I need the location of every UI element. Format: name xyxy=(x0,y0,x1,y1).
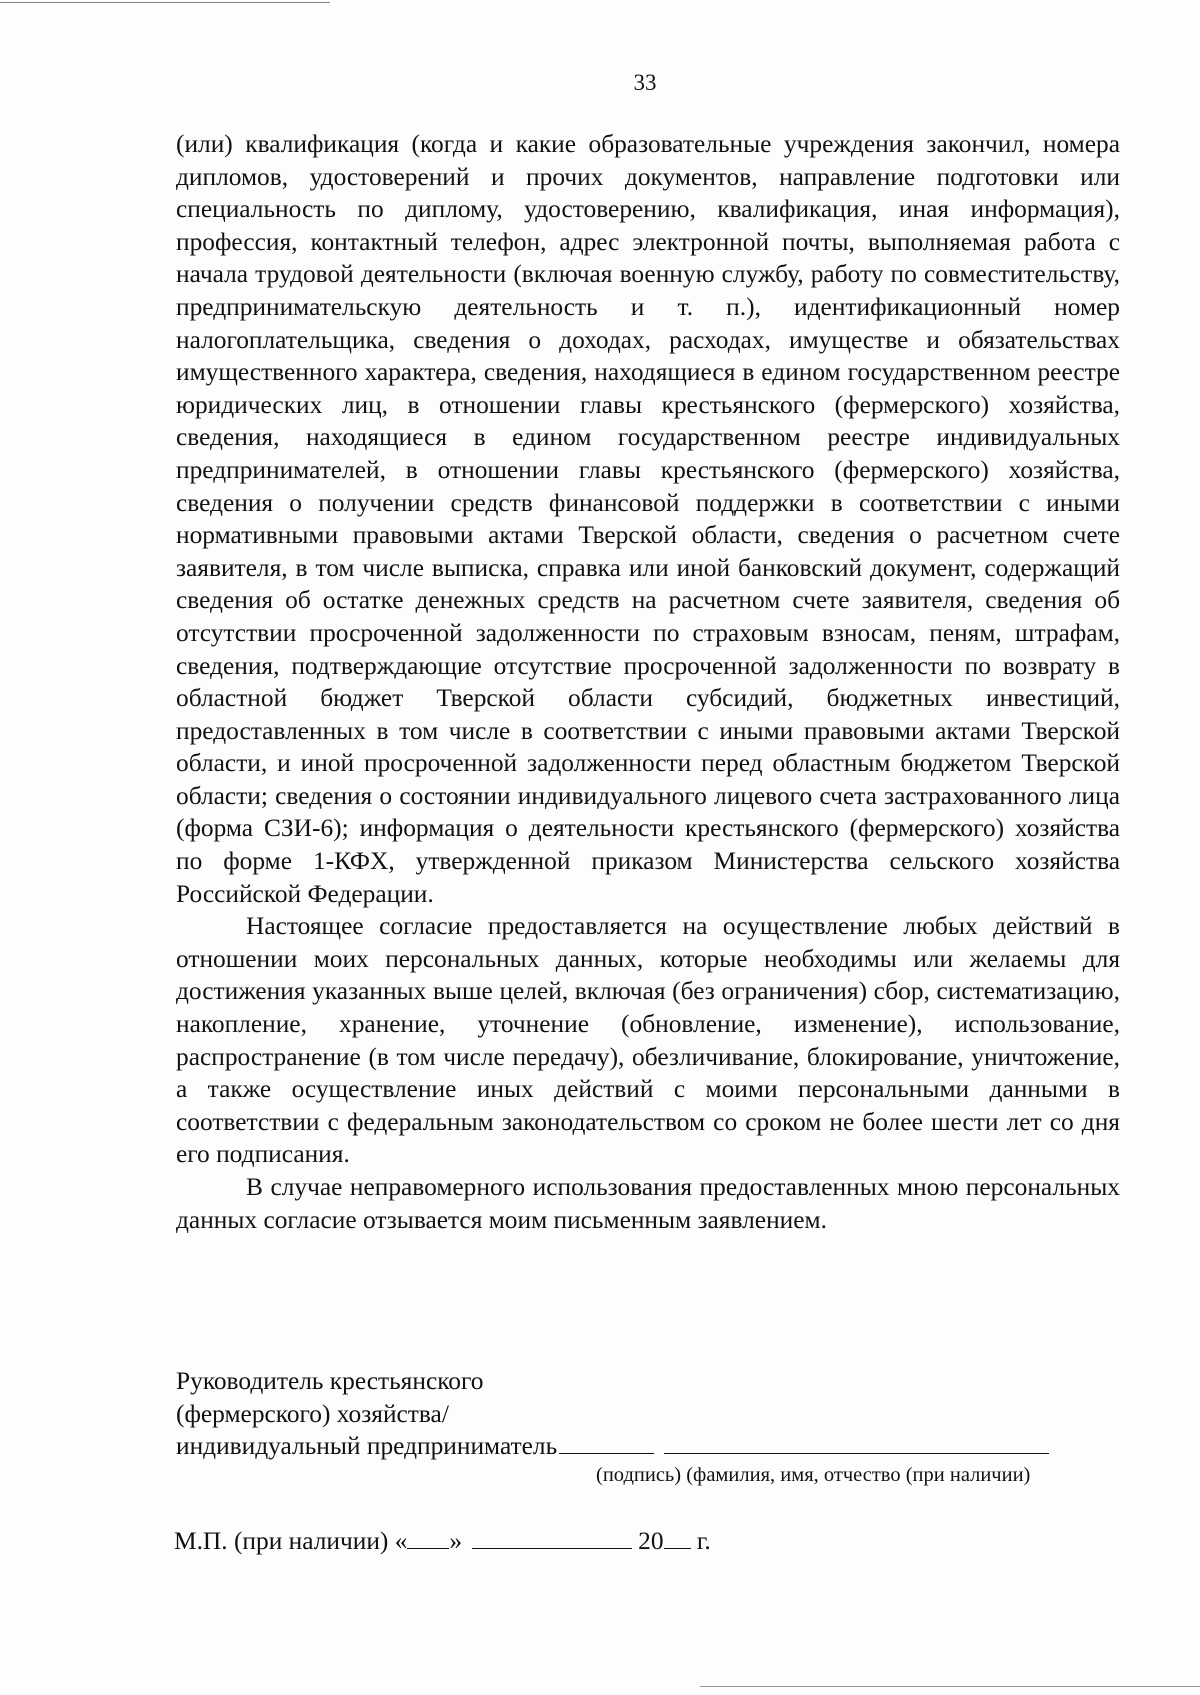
scan-edge-top xyxy=(0,2,330,3)
paragraph-consent-revocation: В случае неправомерного использования предоставленных мною персональных данных согласие отзывается моим письменным заявлением. xyxy=(176,1173,1120,1234)
signature-title-text: индивидуальный предприниматель xyxy=(176,1432,558,1461)
signature-title-line-1: Руководитель крестьянского xyxy=(176,1367,484,1395)
month-blank[interactable] xyxy=(472,1526,632,1549)
document-body xyxy=(176,128,1120,1236)
paragraph-consent-scope: Настоящее согласие предоставляется на осуществление любых действий в отношении моих персональных данных, которые необходимы или желаемы для достижения указанных выше целей, включая (без ограничения) сбор, систематизацию, накопление, хранение, уточнение (обновление, изменение), использование, распространение (в том числе передачу), обезличивание, блокирование, уничтожение, а также осуществление иных действий с моими персональными данными в соответствии с федеральным законодательством со сроком не более шести лет со дня его подписания. xyxy=(176,912,1120,1169)
page-number: 33 xyxy=(633,70,657,95)
stamp-label: М.П. (при наличии) « xyxy=(174,1527,408,1555)
signature-block xyxy=(176,1365,1120,1463)
year-prefix: 20 xyxy=(638,1527,664,1555)
stamp-date-line xyxy=(174,1526,711,1556)
day-blank[interactable] xyxy=(407,1526,449,1549)
signature-title-line-3 xyxy=(176,1430,1120,1463)
signature-blank[interactable] xyxy=(559,1431,654,1454)
year-suffix: г. xyxy=(696,1527,711,1555)
day-close-quote: » xyxy=(449,1527,463,1555)
signature-hint: (подпись) (фамилия, имя, отчество (при наличии) xyxy=(596,1464,1031,1486)
year-blank[interactable] xyxy=(664,1526,691,1549)
signature-title-line-2: (фермерского) хозяйства/ xyxy=(176,1399,449,1428)
scan-edge-bottom xyxy=(700,1686,1200,1687)
paragraph-data-list: (или) квалификация (когда и какие образовательные учреждения закончил, номера дипломов, удостоверений и прочих документов, направление подготовки или специальность по диплому, удостоверению, квалификация, иная информация), профессия, контактный телефон, адрес электронной почты, выполняемая работа с начала трудовой деятельности (включая военную службу, работу по совместительству, предпринимательскую деятельность и т. п.), идентификационный номер налогоплательщика, сведения о доходах, расходах, имуществе и обязательствах имущественного характера, сведения, находящиеся в едином государственном реестре юридических лиц, в отношении главы крестьянского (фермерского) хозяйства, сведения, находящиеся в едином государственном реестре индивидуальных предпринимателей, в отношении главы крестьянского (фермерского) хозяйства, сведения о получении средств финансовой поддержки в соответствии с иными нормативными правовыми актами Тверской области, сведения о расчетном счете заявителя, в том числе выписка, справка или иной банковский документ, содержащий сведения об остатке денежных средств на расчетном счете заявителя, сведения об отсутствии просроченной задолженности по страховым взносам, пеням, штрафам, сведения, подтверждающие отсутствие просроченной задолженности по возврату в областной бюджет Тверской области субсидий, бюджетных инвестиций, предоставленных в том числе в соответствии с иными правовыми актами Тверской области, и иной просроченной задолженности перед областным бюджетом Тверской области; сведения о состоянии индивидуального лицевого счета застрахованного лица (форма СЗИ-6); информация о деятельности крестьянского (фермерского) хозяйства по форме 1-КФХ, утвержденной приказом Министерства сельского хозяйства Российской Федерации. xyxy=(176,130,1120,908)
full-name-blank[interactable] xyxy=(664,1431,1049,1454)
